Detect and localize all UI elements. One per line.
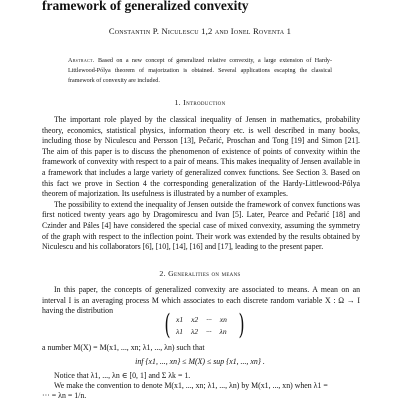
matrix-row-values: x1 x2 ··· xn	[176, 315, 227, 324]
convention-line: We make the convention to denote M(x1, ..., xn; λ1, ..., λn) by M(x1, ..., xn) when λ1 =	[54, 381, 328, 390]
right-paren: )	[238, 308, 245, 341]
section-1-paragraph-2: The possibility to extend the inequality of Jensen outside the framework of convex functions was first noticed twenty years ago by Dragomirescu and Ivan [5]. Later, Pearce and Pečarić [18] and Czinder and Páles [4] have considered the special case of mixed convexity, assuming the symmetry of the graph with respect to the inflection point. Their work was extended by the results obtained by Niculescu and his collaborators [6], [10], [14], [16] and [17], leading to the present paper.	[42, 199, 360, 252]
authors-line: Constantin P. Niculescu 1,2 and Ionel Roventa 1	[108, 26, 292, 36]
left-paren: (	[164, 308, 171, 341]
abstract-label: Abstract.	[68, 58, 95, 64]
section-2-body	[42, 285, 360, 317]
section-1-body	[42, 115, 360, 253]
section-1-paragraph-1: The important role played by the classical inequality of Jensen in mathematics, probability theory, economics, statistical physics, information theory etc. is well described in many books, including those by Niculescu and Persson [13], Pečarić, Proschan and Tong [19] and Simon [21]. The aim of this paper is to discuss the phenomenon of existence of points of convexity within the framework of convexity with respect to a pair of means. This makes inequality of Jensen available in a framework that includes a large variety of generalized convex functions. See Section 3. Based on this fact we prove in Section 4 the corresponding generalization of the Hardy-Littlewood-Pólya theorem of majorization. Its usefulness is illustrated by a number of examples.	[42, 115, 360, 199]
matrix-row-weights: λ1 λ2 ··· λn	[176, 327, 227, 336]
abstract-text: Based on a new concept of generalized relative convexity, a large extension of Hardy-Littlewood-Pólya theorem of majorization is obtained. Several applications escaping the classical framework of convexity are included.	[68, 58, 333, 84]
notice-line: Notice that λ1, ..., λn ∈ [0, 1] and Σ λk = 1.	[54, 371, 191, 380]
mean-definition-line: a number M(X) = M(x1, ..., xn; λ1, ..., λn) such that	[42, 343, 205, 352]
paper-title: framework of generalized convexity	[42, 0, 249, 13]
section-2-paragraph-1: In this paper, the concepts of generalized convexity are associated to means. A mean on an interval I is an averaging process M which associates to each discrete random variable X : Ω → I having the distribution	[42, 285, 360, 316]
mean-inequality: inf {x1, ..., xn} ≤ M(X) ≤ sup {x1, ..., xn} .	[135, 357, 265, 366]
section-1-title: 1. Introduction	[174, 98, 226, 107]
convention-line-end: ··· = λn = 1/n.	[42, 391, 87, 400]
section-2-title: 2. Generalities on means	[159, 269, 241, 278]
distribution-matrix	[162, 308, 248, 341]
abstract	[68, 57, 332, 86]
